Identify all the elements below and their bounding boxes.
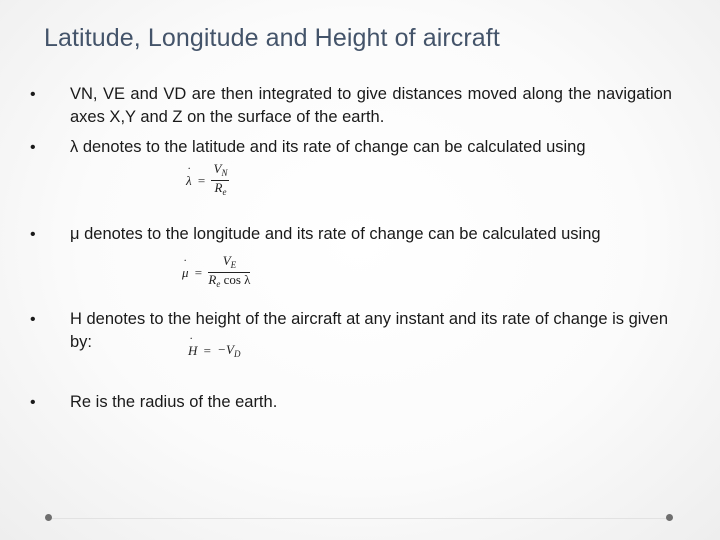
bullet-item-latitude (30, 136, 680, 159)
bullet-icon: • (30, 226, 36, 243)
bullet-item-integration (30, 83, 680, 129)
bottom-left-dot-icon (45, 514, 52, 521)
formula-fraction (211, 162, 229, 199)
formula-numerator: $V_N$ (211, 162, 229, 181)
bullet-text: VN, VE and VD are then integrated to give distances moved along the navigation axes X,Y and Z on the surface of the earth. (70, 85, 672, 126)
formula-fraction (208, 254, 250, 291)
formula-equals: = (197, 172, 206, 188)
bullet-icon: • (30, 86, 36, 103)
formula-equals: = (203, 343, 211, 359)
height-rate-formula (188, 342, 240, 359)
bullet-icon: • (30, 394, 36, 411)
bullet-item-longitude (30, 223, 680, 246)
footer-divider (52, 518, 670, 519)
bullet-text: H denotes to the height of the aircraft at any instant and its rate of change is given by: (70, 310, 669, 351)
formula-numerator: $V_E$ (208, 254, 250, 273)
formula-denominator: $R_e$ cos λ (208, 272, 251, 289)
formula-lhs: ˙ H (188, 343, 197, 359)
bullet-item-height (30, 308, 680, 354)
formula-rhs: $-V_D$ (217, 342, 241, 359)
slide-title: Latitude, Longitude and Height of aircraft (44, 24, 500, 52)
latitude-rate-formula (186, 162, 229, 199)
formula-denominator: $R_e$ (214, 180, 227, 197)
bottom-right-dot-icon (666, 514, 673, 521)
longitude-rate-formula (182, 254, 250, 291)
bullet-icon: • (30, 311, 36, 328)
formula-lhs: ˙ λ (186, 173, 192, 189)
bullet-item-radius (30, 391, 680, 414)
formula-equals: = (194, 264, 203, 280)
bullet-text: Re is the radius of the earth. (70, 393, 278, 411)
bullet-icon: • (30, 139, 36, 156)
bullet-text: μ denotes to the longitude and its rate of change can be calculated using (70, 225, 601, 243)
bullet-text: λ denotes to the latitude and its rate of change can be calculated using (70, 138, 586, 156)
formula-lhs: ˙ μ (182, 265, 189, 281)
